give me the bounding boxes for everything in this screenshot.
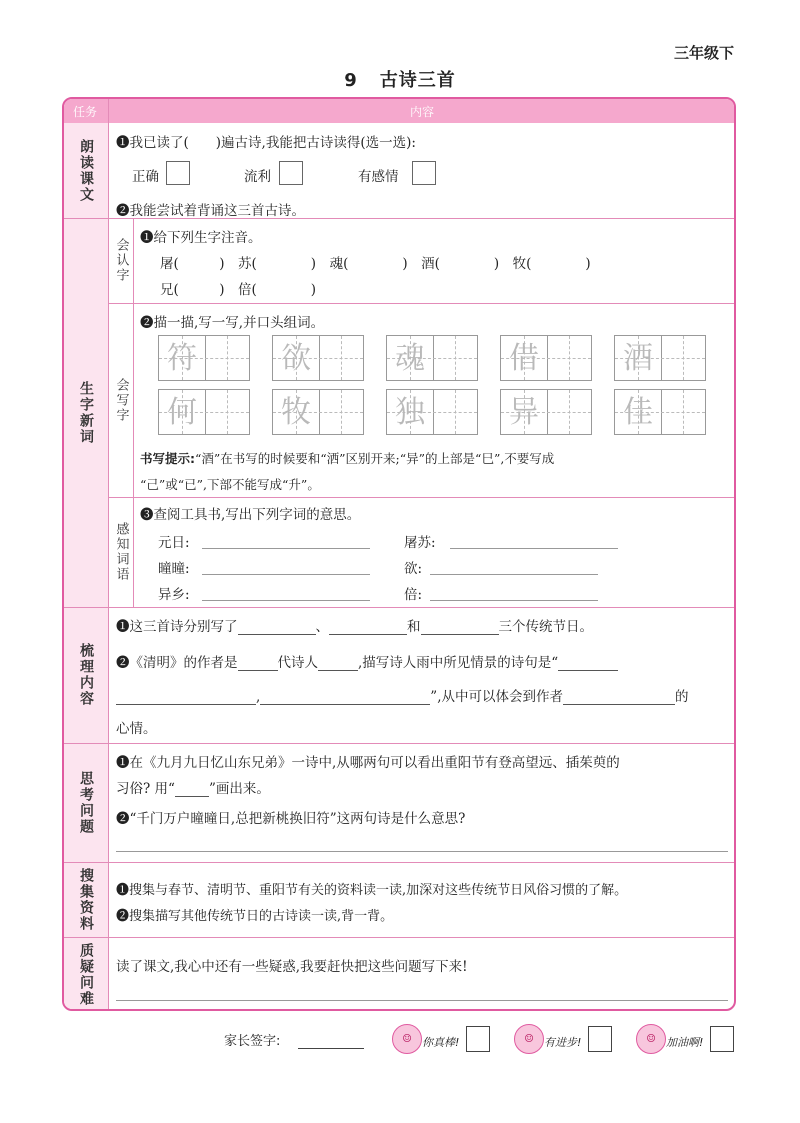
task-table — [62, 97, 736, 1011]
answer-line[interactable] — [430, 574, 598, 575]
sub-label-meaning: 感知词语 — [113, 522, 129, 582]
writing-tip-line-2: “己”或“已”,下部不能写成“升”。 — [140, 477, 320, 492]
words-q2: ❷描一描,写一写,并口头组词。 — [140, 315, 325, 331]
rating-cheer-box[interactable] — [710, 1026, 734, 1052]
rating-great-label: 你真棒! — [422, 1036, 460, 1049]
trace-character: 借 — [509, 341, 539, 376]
rating-progress-label: 有进步! — [544, 1036, 582, 1049]
smile-sticker-icon: ☺ — [392, 1024, 422, 1054]
read-q1: ❶我已读了( )遍古诗,我能把古诗读得(选一选): — [116, 135, 416, 151]
word-yuanri: 元日: — [158, 535, 190, 551]
char-practice-grid[interactable] — [386, 389, 478, 435]
word-bei: 倍: — [404, 587, 423, 603]
collect-q1: ❶搜集与春节、清明节、重阳节有关的资料读一读,加深对这些传统节日风俗习惯的了解。 — [116, 883, 628, 898]
section-label-organize: 梳理内容 — [78, 643, 94, 707]
word-tongtong: 曈曈: — [158, 561, 190, 577]
question-prompt: 读了课文,我心中还有一些疑惑,我要赶快把这些问题写下来! — [116, 959, 468, 975]
collect-q2: ❷搜集描写其他传统节日的古诗读一读,背一背。 — [116, 909, 394, 924]
answer-line[interactable] — [116, 1000, 728, 1001]
parent-sign-line[interactable] — [298, 1048, 364, 1049]
answer-line[interactable] — [430, 600, 598, 601]
smile-sticker-icon: ☺ — [514, 1024, 544, 1054]
char-practice-grid[interactable] — [158, 335, 250, 381]
parent-sign-label: 家长签字: — [224, 1034, 281, 1049]
answer-line[interactable] — [202, 548, 370, 549]
organize-q2-line-3: 心情。 — [116, 721, 157, 737]
char-practice-grid[interactable] — [500, 335, 592, 381]
option-emotion: 有感情 — [358, 169, 399, 185]
char-practice-grid[interactable] — [500, 389, 592, 435]
table-header — [64, 99, 734, 123]
trace-character: 何 — [167, 395, 197, 430]
option-correct-box[interactable] — [166, 161, 190, 185]
trace-character: 符 — [167, 341, 197, 376]
sub-label-recognize: 会认字 — [113, 238, 129, 283]
char-practice-grid[interactable] — [386, 335, 478, 381]
trace-character: 魂 — [395, 341, 425, 376]
think-q2: ❷“千门万户曈曈日,总把新桃换旧符”这两句诗是什么意思? — [116, 811, 466, 827]
section-label-collect: 搜集资料 — [78, 867, 94, 932]
trace-character: 酒 — [623, 341, 653, 376]
section-label-words: 生字新词 — [78, 380, 94, 445]
page-title — [0, 66, 800, 92]
char-practice-grid[interactable] — [614, 389, 706, 435]
pinyin-row-2: 兄( ) 倍( ) — [160, 282, 317, 298]
word-yixiang: 异乡: — [158, 587, 190, 603]
answer-line[interactable] — [202, 574, 370, 575]
words-q1: ❶给下列生字注音。 — [140, 230, 262, 246]
section-label-read: 朗读课文 — [78, 138, 94, 203]
answer-line[interactable] — [450, 548, 618, 549]
word-tusu: 屠苏: — [404, 535, 436, 551]
answer-line[interactable] — [116, 851, 728, 852]
organize-q1: ❶这三首诗分别写了 、 和 三个传统节日。 — [116, 619, 593, 635]
char-practice-grid[interactable] — [272, 335, 364, 381]
char-practice-grid[interactable] — [158, 389, 250, 435]
pinyin-row-1: 屠( ) 苏( ) 魂( ) 酒( ) 牧( ) — [160, 256, 591, 272]
trace-character: 佳 — [623, 395, 653, 430]
word-yu: 欲: — [404, 561, 423, 577]
trace-character: 独 — [395, 395, 425, 430]
rating-great-box[interactable] — [466, 1026, 490, 1052]
lesson-number: 9 — [344, 70, 358, 91]
trace-character: 异 — [509, 395, 539, 430]
answer-line[interactable] — [202, 600, 370, 601]
writing-tip-line-1: 书写提示:“酒”在书写的时候要和“洒”区别开来;“异”的上部是“巳”,不要写成 — [140, 451, 555, 466]
option-emotion-box[interactable] — [412, 161, 436, 185]
option-fluent: 流利 — [244, 169, 271, 185]
trace-character: 欲 — [281, 341, 311, 376]
organize-q2-line-2: , ”,从中可以体会到作者 的 — [116, 685, 689, 705]
smile-sticker-icon: ☺ — [636, 1024, 666, 1054]
trace-character: 牧 — [281, 395, 311, 430]
think-q1-line-1: ❶在《九月九日忆山东兄弟》一诗中,从哪两句可以看出重阳节有登高望远、插茱萸的 — [116, 755, 620, 771]
rating-cheer-label: 加油啊! — [666, 1036, 704, 1049]
words-q3: ❸查阅工具书,写出下列字词的意思。 — [140, 507, 361, 523]
sub-label-write: 会写字 — [113, 377, 129, 423]
header-content: 内容 — [409, 105, 434, 119]
think-q1-line-2: 习俗? 用“ ”画出来。 — [116, 781, 270, 797]
read-q2: ❷我能尝试着背诵这三首古诗。 — [116, 203, 305, 219]
char-practice-grid[interactable] — [272, 389, 364, 435]
header-task: 任务 — [72, 105, 97, 119]
option-fluent-box[interactable] — [279, 161, 303, 185]
option-correct: 正确 — [132, 169, 159, 185]
section-label-think: 思考问题 — [78, 770, 94, 835]
grade-label: 三年级下 — [674, 44, 735, 62]
section-label-question: 质疑问难 — [78, 943, 94, 1007]
rating-progress-box[interactable] — [588, 1026, 612, 1052]
char-practice-grid[interactable] — [614, 335, 706, 381]
lesson-title: 古诗三首 — [379, 70, 456, 91]
organize-q2-line-1: ❷《清明》的作者是 代诗人 ,描写诗人雨中所见情景的诗句是“ — [116, 651, 618, 671]
